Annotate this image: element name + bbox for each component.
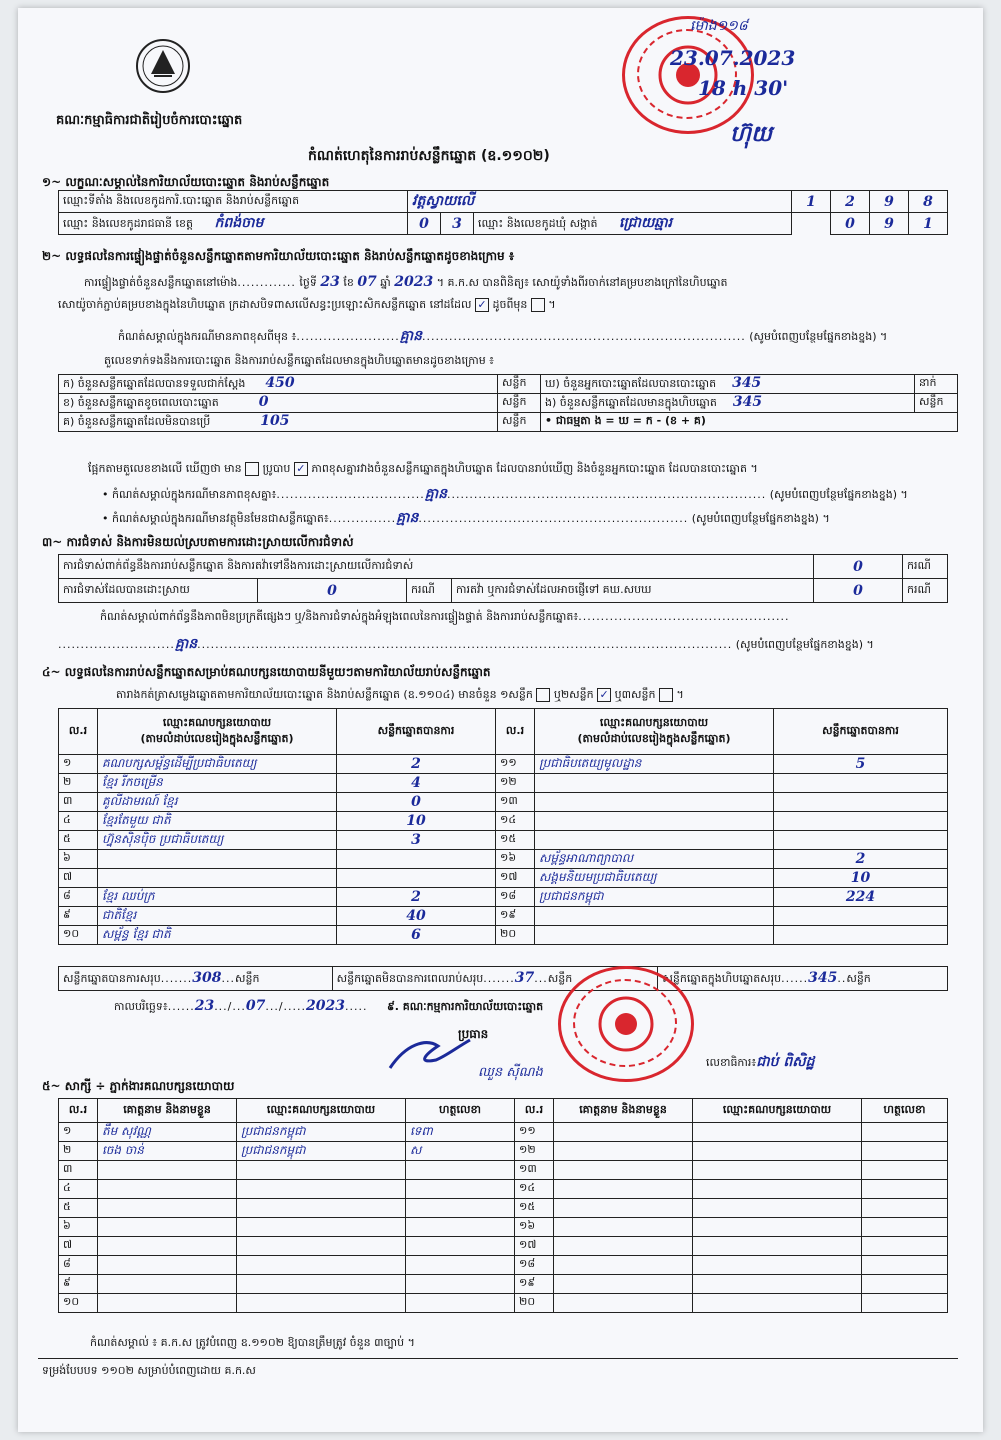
witness-no: ៥ xyxy=(59,1199,98,1218)
witness-no: ១៧ xyxy=(515,1237,554,1256)
section5-title: ៥~ សាក្សី ÷ ភ្នាក់ងារគណបក្សនយោបាយ xyxy=(42,1079,235,1093)
witness-row xyxy=(59,1237,948,1256)
witness-party xyxy=(237,1256,406,1275)
witness-signature xyxy=(862,1237,948,1256)
bullet-nonballot: • កំណត់សម្គាល់ក្នុងករណីមានវត្ថុមិនមែនជាសន្លឹកឆ្នោត៖...............គ្មាន............................................................ (សូមបំពេញបន្ថែមផ្នែកខាងខ្នង) ។ xyxy=(102,510,830,526)
witness-no: ៦ xyxy=(59,1218,98,1237)
witness-party xyxy=(693,1294,862,1313)
party-name: ខ្មែរ ឈប់ក្រ xyxy=(98,888,337,907)
witness-no: ៩ xyxy=(59,1275,98,1294)
no-difference-checkbox[interactable]: ✓ xyxy=(294,462,308,476)
witness-no: ១៨ xyxy=(515,1256,554,1275)
witness-name xyxy=(98,1256,237,1275)
voters-voted-value: 345 xyxy=(732,375,762,391)
party-name: គណបក្សសម្ព័ន្ធដើម្បីប្រជាធិបតេយ្យ xyxy=(98,755,337,774)
sheets-1-checkbox[interactable] xyxy=(536,688,550,702)
witness-no: ១១ xyxy=(515,1123,554,1142)
received-ballots-value: 450 xyxy=(265,375,295,391)
party-votes: 10 xyxy=(337,812,496,831)
party-votes xyxy=(774,793,948,812)
party-name: ខ្មែរ រីកចម្រើន xyxy=(98,774,337,793)
polling-code-1: 1 xyxy=(792,191,831,213)
party-name: សម្ព័ន្ធអាណាព្យាបាល xyxy=(535,850,774,869)
section2-title: ២~ លទ្ធផលនៃការផ្ទៀងផ្ទាត់ចំនួនសន្លឹកឆ្នោតតាមការិយាល័យបោះឆ្នោត និងរាប់សន្លឹកឆ្នោតដូចខាងក្រោម ៖ xyxy=(42,249,515,263)
witness-no: ១ xyxy=(59,1123,98,1142)
witness-name xyxy=(98,1275,237,1294)
party-votes: 2 xyxy=(774,850,948,869)
bullet-nonballot-value: គ្មាន xyxy=(396,510,419,526)
party-votes xyxy=(774,774,948,793)
party-no: ១៤ xyxy=(496,812,535,831)
party-name: ប្រជាជនកម្ពុជា xyxy=(535,888,774,907)
irregularities-value: គ្មាន xyxy=(174,636,198,652)
witness-name: ចេង ចាន់ xyxy=(98,1142,237,1161)
witness-signature xyxy=(862,1199,948,1218)
tally-sheets-line: តារាងកត់ត្រាសម្លេងឆ្នោតតាមការិយាល័យបោះឆ្នោត និងរាប់សន្លឹកឆ្នោត (ឧ.១១០៤) មានចំនួន ១សន្លឹក ឬ២សន្លឹក ✓ ឬ៣សន្លឹក ។ xyxy=(116,688,684,701)
party-name xyxy=(535,831,774,850)
witness-party xyxy=(693,1142,862,1161)
difference-line: ផ្អែកតាមតួលេខខាងលើ ឃើញថា មាន ប្រូបាប ✓ ភាពខុសគ្នារវាងចំនួនសន្លឹកឆ្នោតក្នុងហិបឆ្នោត ដែលបានរាប់ឃើញ និងចំនួនអ្នកបោះឆ្នោត ដែលបានបោះឆ្នោត ។ xyxy=(88,462,758,475)
party-votes: 2 xyxy=(337,755,496,774)
witness-signature xyxy=(862,1294,948,1313)
polling-code-2: 2 xyxy=(831,191,870,213)
witness-no: ១៥ xyxy=(515,1199,554,1218)
total-valid: សន្លឹកឆ្នោតបានការសរុប.......308...សន្លឹក xyxy=(59,967,333,991)
difference-note-line: កំណត់សម្គាល់ក្នុងករណីមានភាពខុសពីមុន ៖.......................គ្មាន........................................................................ (សូមបំពេញបន្ថែមផ្នែកខាងខ្នង) ។ xyxy=(118,328,888,344)
has-difference-checkbox[interactable] xyxy=(245,462,259,476)
witness-row xyxy=(59,1294,948,1313)
spoiled-ballots-value: 0 xyxy=(258,394,269,410)
witness-row xyxy=(59,1180,948,1199)
nec-logo xyxy=(134,38,192,94)
bullet-difference-value: គ្មាន xyxy=(424,486,447,502)
sheets-2-checkbox[interactable]: ✓ xyxy=(597,688,611,702)
party-no: ១ xyxy=(59,755,98,774)
witness-row xyxy=(59,1142,948,1161)
secretary: លេខាធិការ៖ជាប់ ពិសិដ្ឋ xyxy=(706,1054,815,1070)
verify-line1: ការផ្ទៀងផ្ទាត់ចំនួនសន្លឹកឆ្នោតនៅម៉ោង............. ថ្ងៃទី 23 ខែ 07 ឆ្នាំ 2023 ។ គ.ក.ស បានពិនិត្យ៖ សោយ៉ូទាំងពីរចាក់នៅគម្របខាងក្រៅនៃហិបឆ្នោត xyxy=(84,274,728,290)
witness-row xyxy=(59,1256,948,1275)
party-no: ១៨ xyxy=(496,888,535,907)
witness-signature xyxy=(862,1275,948,1294)
complaints-label: ការជំទាស់ពាក់ព័ន្ធនឹងការរាប់សន្លឹកឆ្នោត និងការតវ៉ាទៅនឹងការដោះស្រាយលើការជំទាស់ xyxy=(59,555,814,579)
footer-note: កំណត់សម្គាល់ ៖ គ.ក.ស ត្រូវបំពេញ ឧ.១១០២ ឱ្យបានត្រឹមត្រូវ ចំនួន ៣ច្បាប់ ។ xyxy=(90,1336,415,1349)
stamp-signature: ហ៊ុយ xyxy=(730,121,772,147)
unchanged-checkbox[interactable]: ✓ xyxy=(475,298,489,312)
date-year: 2023 xyxy=(306,998,346,1014)
party-votes: 4 xyxy=(337,774,496,793)
date-month: 07 xyxy=(245,998,266,1014)
witness-party xyxy=(237,1180,406,1199)
polling-station-value: វត្តស្វាយលើ xyxy=(408,191,792,213)
verify-month: 07 xyxy=(357,274,377,290)
witness-party xyxy=(237,1199,406,1218)
total-valid-value: 308 xyxy=(192,969,222,986)
witness-signature xyxy=(862,1218,948,1237)
witness-party xyxy=(237,1161,406,1180)
witness-party xyxy=(693,1256,862,1275)
party-name: សង្គមនិយមប្រជាធិបតេយ្យ xyxy=(535,869,774,888)
polling-code-3: 9 xyxy=(870,191,909,213)
witness-signature xyxy=(862,1142,948,1161)
witness-party xyxy=(693,1237,862,1256)
party-row xyxy=(59,907,948,926)
polling-station-label: ឈ្មោះទីតាំង និងលេខកូដការិ.បោះឆ្នោត និងរាប់សន្លឹកឆ្នោត xyxy=(59,191,408,213)
party-votes xyxy=(774,926,948,945)
witness-no: ១២ xyxy=(515,1142,554,1161)
party-name: ហ្វ៊ុនស៊ិនប៉ិច ប្រជាធិបតេយ្យ xyxy=(98,831,337,850)
difference-note-value: គ្មាន xyxy=(399,328,422,344)
party-name: សម្ព័ន្ធ ខ្មែរ ជាតិ xyxy=(98,926,337,945)
total-box: សន្លឹកឆ្នោតក្នុងហិបឆ្នោតសរុប......345..សន្លឹក xyxy=(658,967,948,991)
party-votes xyxy=(774,812,948,831)
party-row xyxy=(59,850,948,869)
sheets-3-checkbox[interactable] xyxy=(659,688,673,702)
witness-signature xyxy=(406,1275,515,1294)
party-no: ១៣ xyxy=(496,793,535,812)
committee-label: ៩. គណៈកម្មការការិយាល័យបោះឆ្នោត xyxy=(387,1000,544,1013)
witness-party xyxy=(693,1275,862,1294)
commune-code-2: 9 xyxy=(870,213,909,235)
party-no: ៧ xyxy=(59,869,98,888)
footer-form-label: ទម្រង់បែបបទ ១១០២ សម្រាប់បំពេញដោយ គ.ក.ស xyxy=(42,1364,256,1377)
witness-table: ល.រ គោត្តនាម និងនាមខ្លួន ឈ្មោះគណបក្សនយោបាយ ហត្ថលេខា ល.រ គោត្តនាម និងនាមខ្លួន ឈ្មោះគណបក្សនយោបាយ ហត្ថលេខា ១ តឹម សុវណ្ណ ប្រជាជនកម្ពុជា ទេពា ១១ ២ ចេង ចាន់ ប្រជាជនកម្ពុជា ស ១២ ៣ ១៣ ៤ ១៤ ៥ ១៥ ៦ ១៦ ៧ ១៧ ៨ ១៨ ៩ ១៩ ១០ ២០ xyxy=(58,1098,948,1313)
resolved-value: 0 xyxy=(258,579,407,603)
witness-no: ៣ xyxy=(59,1161,98,1180)
witness-party xyxy=(693,1161,862,1180)
witness-no: ៤ xyxy=(59,1180,98,1199)
stamp-date: 23.07.2023 xyxy=(670,46,796,70)
formula-note: • ជាធម្មតា ង = ឃ = ក - (ខ + គ) xyxy=(541,413,958,432)
chair-name: ឈួន ស៊ីណង xyxy=(478,1065,543,1080)
complaints-value: 0 xyxy=(814,555,903,579)
province-label: ឈ្មោះ និងលេខកូដរាជធានី ខេត្ត កំពង់ចាម xyxy=(59,213,408,235)
chair-signature xyxy=(386,1034,476,1074)
witness-name xyxy=(98,1199,237,1218)
section1-title: ១~ លក្ខណៈសម្គាល់នៃការិយាល័យបោះឆ្នោត និងរាប់សន្លឹកឆ្នោត xyxy=(42,175,330,189)
witness-party xyxy=(237,1294,406,1313)
witness-signature xyxy=(862,1180,948,1199)
voters-voted: ឃ) ចំនួនអ្នកបោះឆ្នោតដែលបានបោះឆ្នោត 345 xyxy=(541,375,915,394)
witness-name xyxy=(98,1294,237,1313)
verify-year: 2023 xyxy=(394,274,434,290)
witness-party xyxy=(693,1218,862,1237)
party-votes: 224 xyxy=(774,888,948,907)
party-no: ៨ xyxy=(59,888,98,907)
party-row xyxy=(59,831,948,850)
party-name xyxy=(535,907,774,926)
witness-party xyxy=(237,1237,406,1256)
party-name xyxy=(535,793,774,812)
witness-name xyxy=(554,1180,693,1199)
party-votes: 40 xyxy=(337,907,496,926)
witness-name xyxy=(98,1180,237,1199)
party-no: ២០ xyxy=(496,926,535,945)
province-code-2: 3 xyxy=(441,213,474,235)
witness-signature xyxy=(406,1161,515,1180)
witness-name xyxy=(554,1123,693,1142)
witness-row xyxy=(59,1275,948,1294)
ballot-figures-table: ក) ចំនួនសន្លឹកឆ្នោតដែលបានទទួលជាក់ស្តែង 450 សន្លឹក ឃ) ចំនួនអ្នកបោះឆ្នោតដែលបានបោះឆ្នោត 345 នាក់ ខ) ចំនួនសន្លឹកឆ្នោតខូចពេលបោះឆ្នោត 0 សន្លឹក ង) ចំនួនសន្លឹកឆ្នោតដែលមានក្នុងហិបឆ្នោត 345 សន្លឹក គ) ចំនួនសន្លឹកឆ្នោតដែលមិនបានប្រើ 105 សន្លឹក • ជាធម្មតា ង = ឃ = ក - (ខ + គ) xyxy=(58,374,958,432)
section4-title: ៤~ លទ្ធផលនៃការរាប់សន្លឹកឆ្នោតសម្រាប់គណបក្សនយោបាយនីមួយៗតាមការិយាល័យរាប់សន្លឹកឆ្នោត xyxy=(42,665,491,679)
party-votes xyxy=(337,869,496,888)
witness-signature xyxy=(406,1218,515,1237)
witness-party: ប្រជាជនកម្ពុជា xyxy=(237,1123,406,1142)
witness-row xyxy=(59,1123,948,1142)
complaints-table: ការជំទាស់ពាក់ព័ន្ធនឹងការរាប់សន្លឹកឆ្នោត និងការតវ៉ាទៅនឹងការដោះស្រាយលើការជំទាស់ 0 ករណី ការជំទាស់ដែលបានដោះស្រាយ 0 ករណី ការតវ៉ា ឬការជំទាស់ដែលអាចផ្ញើទៅ គឃ.សបឃ 0 ករណី xyxy=(58,554,948,603)
received-ballots: ក) ចំនួនសន្លឹកឆ្នោតដែលបានទទួលជាក់ស្តែង 450 xyxy=(59,375,498,394)
party-row xyxy=(59,888,948,907)
witness-signature xyxy=(406,1256,515,1275)
total-box-value: 345 xyxy=(808,969,838,986)
party-votes: 6 xyxy=(337,926,496,945)
party-name: គូលីដាមរណ៍ ខ្មែរ xyxy=(98,793,337,812)
witness-signature xyxy=(862,1256,948,1275)
verify-day: 23 xyxy=(320,274,340,290)
party-no: ១១ xyxy=(496,755,535,774)
witness-row xyxy=(59,1199,948,1218)
witness-signature xyxy=(406,1180,515,1199)
witness-name xyxy=(554,1142,693,1161)
witness-row xyxy=(59,1218,948,1237)
witness-party: ប្រជាជនកម្ពុជា xyxy=(237,1142,406,1161)
party-row xyxy=(59,793,948,812)
witness-name xyxy=(554,1294,693,1313)
commune-code-3: 1 xyxy=(909,213,948,235)
party-name: ប្រជាធិបតេយ្យមូលដ្ឋាន xyxy=(535,755,774,774)
date-day: 23 xyxy=(194,998,215,1014)
witness-no: ២០ xyxy=(515,1294,554,1313)
witness-name xyxy=(554,1218,693,1237)
party-no: ១២ xyxy=(496,774,535,793)
witness-name xyxy=(98,1218,237,1237)
section3-title: ៣~ ការជំទាស់ និងការមិនយល់ស្របតាមការដោះស្រាយលើការជំទាស់ xyxy=(42,535,354,549)
witness-name xyxy=(554,1237,693,1256)
witness-no: ១៦ xyxy=(515,1218,554,1237)
province-value: កំពង់ចាម xyxy=(214,215,264,231)
party-votes: 3 xyxy=(337,831,496,850)
witness-party xyxy=(693,1123,862,1142)
witness-no: ៧ xyxy=(59,1237,98,1256)
section1-table xyxy=(58,190,948,235)
party-name xyxy=(98,869,337,888)
commune-code-1: 0 xyxy=(831,213,870,235)
commune-value: ជ្រោយឆ្មារ xyxy=(619,215,673,231)
witness-party xyxy=(693,1180,862,1199)
witness-party xyxy=(237,1218,406,1237)
party-no: ៩ xyxy=(59,907,98,926)
secretary-name: ជាប់ ពិសិដ្ឋ xyxy=(756,1054,815,1070)
changed-checkbox[interactable] xyxy=(531,298,545,312)
party-no: ២ xyxy=(59,774,98,793)
witness-signature xyxy=(406,1199,515,1218)
party-no: ៥ xyxy=(59,831,98,850)
party-name xyxy=(535,774,774,793)
witness-name xyxy=(98,1237,237,1256)
chair-label: ប្រធាន xyxy=(458,1027,489,1041)
irregularities-note: កំណត់សម្គាល់ពាក់ព័ន្ធនឹងភាពមិនប្រក្រតីផ្សេងៗ ឬ/និងការជំទាស់ក្នុងអំឡុងពេលនៃការផ្ទៀងផ្ទាត់ និងការរាប់សន្លឹកឆ្នោត៖............................................... xyxy=(100,610,790,623)
witness-name xyxy=(554,1275,693,1294)
stamp-line: ម៉ោង១១៨ xyxy=(690,18,748,34)
spoiled-ballots: ខ) ចំនួនសន្លឹកឆ្នោតខូចពេលបោះឆ្នោត 0 xyxy=(59,394,498,413)
party-no: ៤ xyxy=(59,812,98,831)
witness-no: ១០ xyxy=(59,1294,98,1313)
commune-label: ឈ្មោះ និងលេខកូដឃុំ សង្កាត់ ជ្រោយឆ្មារ xyxy=(474,213,792,235)
party-name: ជាតិខ្មែរ xyxy=(98,907,337,926)
party-votes-table: ល.រ ឈ្មោះគណបក្សនយោបាយ (តាមលំដាប់លេខរៀងក្នុងសន្លឹកឆ្នោត) សន្លឹកឆ្នោតបានការ ល.រ ឈ្មោះគណបក្សនយោបាយ (តាមលំដាប់លេខរៀងក្នុងសន្លឹកឆ្នោត) សន្លឹកឆ្នោតបានការ ១ គណបក្សសម្ព័ន្ធដើម្បីប្រជាធិបតេយ្យ 2 ១១ ប្រជាធិបតេយ្យមូលដ្ឋាន 5 ២ ខ្មែរ រីកចម្រើន 4 ១២ ៣ គូលីដាមរណ៍ ខ្មែរ 0 ១៣ ៤ ខ្មែរតែមួយ ជាតិ 10 ១៤ ៥ ហ្វ៊ុនស៊ិនប៉ិច ប្រជាធិបតេយ្យ 3 ១៥ ៦ ១៦ សម្ព័ន្ធអាណាព្យាបាល 2 ៧ ១៧ សង្គមនិយមប្រជាធិបតេយ្យ 10 ៨ ខ្មែរ ឈប់ក្រ 2 ១៨ ប្រជាជនកម្ពុជា 224 ៩ ជាតិខ្មែរ 40 ១៩ ១០ សម្ព័ន្ធ ខ្មែរ ជាតិ 6 ២០ xyxy=(58,708,948,945)
form-sheet xyxy=(18,8,983,1432)
party-no: ១៧ xyxy=(496,869,535,888)
party-name: ខ្មែរតែមួយ ជាតិ xyxy=(98,812,337,831)
party-no: ១៩ xyxy=(496,907,535,926)
party-row xyxy=(59,755,948,774)
witness-name: តឹម សុវណ្ណ xyxy=(98,1123,237,1142)
party-row xyxy=(59,774,948,793)
witness-signature xyxy=(862,1161,948,1180)
party-row xyxy=(59,812,948,831)
resolved-label: ការជំទាស់ដែលបានដោះស្រាយ xyxy=(59,579,258,603)
province-code-1: 0 xyxy=(408,213,441,235)
witness-no: ១៣ xyxy=(515,1161,554,1180)
party-no: ៣ xyxy=(59,793,98,812)
footer-divider xyxy=(38,1358,958,1359)
stamp-time: 18 h 30' xyxy=(698,76,789,100)
witness-no: ១៤ xyxy=(515,1180,554,1199)
party-name xyxy=(98,850,337,869)
witness-name xyxy=(98,1161,237,1180)
witness-signature xyxy=(406,1237,515,1256)
forwarded-label: ការតវ៉ា ឬការជំទាស់ដែលអាចផ្ញើទៅ គឃ.សបឃ xyxy=(452,579,814,603)
party-name xyxy=(535,812,774,831)
figures-intro: តួលេខទាក់ទងនឹងការបោះឆ្នោត និងការរាប់សន្លឹកឆ្នោតដែលមានក្នុងហិបឆ្នោតមានដូចខាងក្រោម ៖ xyxy=(104,354,495,367)
unused-ballots-value: 105 xyxy=(260,413,290,429)
totals-table xyxy=(58,966,948,991)
party-name xyxy=(535,926,774,945)
polling-code-4: 8 xyxy=(909,191,948,213)
witness-no: ១៩ xyxy=(515,1275,554,1294)
witness-no: ២ xyxy=(59,1142,98,1161)
org-name: គណៈកម្មាធិការជាតិរៀបចំការបោះឆ្នោត xyxy=(56,113,243,128)
party-no: ១០ xyxy=(59,926,98,945)
total-invalid-value: 37 xyxy=(514,969,535,986)
witness-signature xyxy=(862,1123,948,1142)
witness-row xyxy=(59,1161,948,1180)
ballots-in-box-value: 345 xyxy=(732,394,763,410)
party-votes xyxy=(774,907,948,926)
verify-line2: សោយ៉ូចាក់ភ្ជាប់គម្របខាងក្នុងនៃហិបឆ្នោត ក្រដាសបិទពាសលើសន្ធះប្រឡោះសិកសន្លឹកឆ្នោត នៅដដែល ✓ ដូចពីមុន ។ xyxy=(58,298,556,311)
party-votes xyxy=(774,831,948,850)
party-row xyxy=(59,869,948,888)
party-votes: 2 xyxy=(337,888,496,907)
party-no: ១៥ xyxy=(496,831,535,850)
form-title: កំណត់ហេតុនៃការរាប់សន្លឹកឆ្នោត (ឧ.១១០២) xyxy=(308,148,550,164)
total-invalid: សន្លឹកឆ្នោតមិនបានការពេលរាប់សរុប.......37...សន្លឹក xyxy=(332,967,658,991)
date-line: កាលបរិច្ឆេទ៖......23.../...07.../.....2023..... ៩. គណៈកម្មការការិយាល័យបោះឆ្នោត xyxy=(114,998,544,1014)
witness-name xyxy=(554,1161,693,1180)
witness-signature xyxy=(406,1294,515,1313)
forwarded-value: 0 xyxy=(814,579,903,603)
party-votes: 0 xyxy=(337,793,496,812)
witness-name xyxy=(554,1199,693,1218)
party-row xyxy=(59,926,948,945)
party-no: ៦ xyxy=(59,850,98,869)
bullet-difference: • កំណត់សម្គាល់ក្នុងករណីមានភាពខុសគ្នា៖.................................គ្មាន....................................................................... (សូមបំពេញបន្ថែមផ្នែកខាងខ្នង) ។ xyxy=(102,486,908,502)
witness-party xyxy=(693,1199,862,1218)
party-votes: 10 xyxy=(774,869,948,888)
committee-stamp xyxy=(558,966,694,1082)
witness-signature: ទេពា xyxy=(406,1123,515,1142)
witness-party xyxy=(237,1275,406,1294)
witness-no: ៨ xyxy=(59,1256,98,1275)
party-votes: 5 xyxy=(774,755,948,774)
unused-ballots: គ) ចំនួនសន្លឹកឆ្នោតដែលមិនបានប្រើ 105 xyxy=(59,413,498,432)
witness-name xyxy=(554,1256,693,1275)
witness-signature: ស xyxy=(406,1142,515,1161)
irregularities-line: ..........................គ្មាន....................................................................................................................... (សូមបំពេញបន្ថែមផ្នែកខាងខ្នង) ។ xyxy=(58,636,874,652)
party-votes xyxy=(337,850,496,869)
party-no: ១៦ xyxy=(496,850,535,869)
ballots-in-box: ង) ចំនួនសន្លឹកឆ្នោតដែលមានក្នុងហិបឆ្នោត 345 xyxy=(541,394,915,413)
